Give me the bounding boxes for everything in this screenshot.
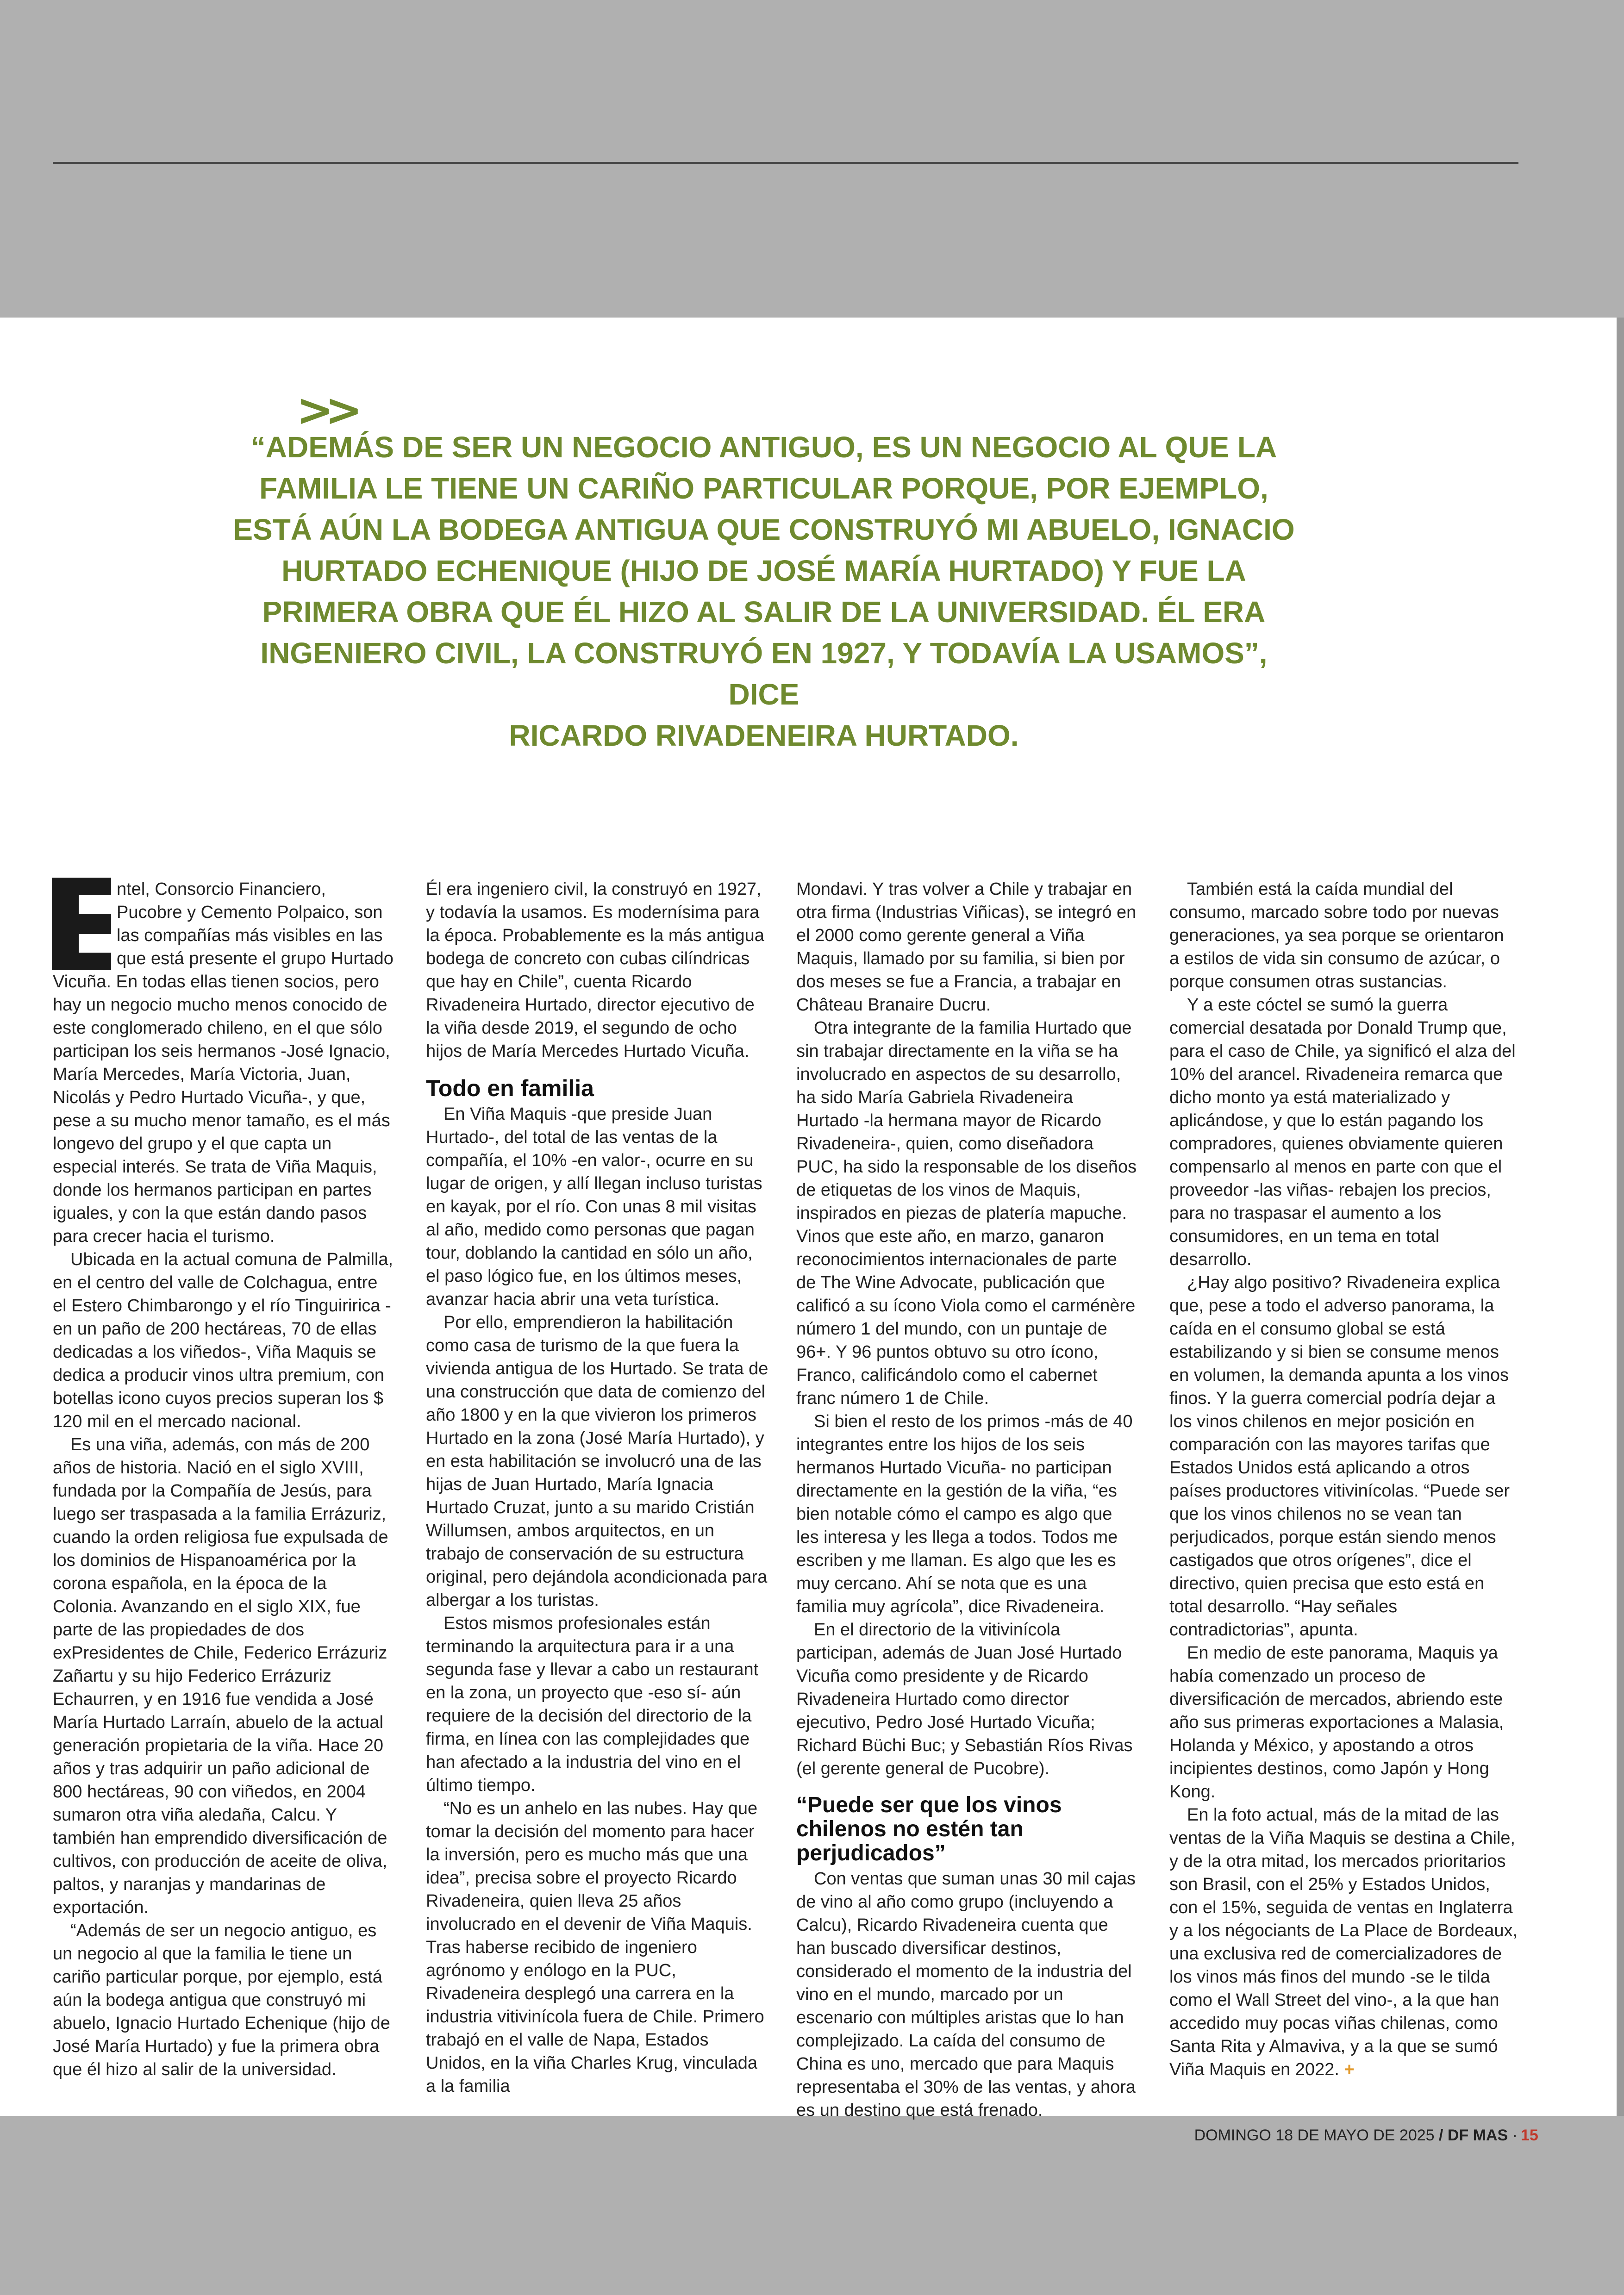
page-edge	[1617, 318, 1624, 2116]
article-paragraph: Y a este cóctel se sumó la guerra comercial desatada por Donald Trump que, para el caso de Chile, ya significó el alza del 10% del arancel. Rivadeneira remarca que dicho monto ya está materializado y aplicándose, y que lo están pagando los compradores, quienes obviamente quieren compensarlo al menos en parte con que el proveedor -las viñas- rebajen los precios, para no traspasar el aumento a los consumidores, en un tema en total desarrollo.	[1169, 995, 1516, 1269]
article-column-4	[1169, 878, 1518, 2079]
footer-publication: DF MAS	[1447, 2127, 1508, 2144]
article-paragraph: Él era ingeniero civil, la construyó en 1927, y todavía la usamos. Es modernísima para la época. Probablemente es la más antigua bodega de concreto con cubas cilíndricas que hay en Chile”, cuenta Ricardo Rivadeneira Hurtado, director ejecutivo de la viña desde 2019, el segundo de ocho hijos de María Mercedes Hurtado Vicuña.	[426, 879, 764, 1061]
article-paragraph: En la foto actual, más de la mitad de las ventas de la Viña Maquis se destina a Chile, y de la otra mitad, los mercados prioritarios son Brasil, con el 25% y Estados Unidos, con el 15%, seguida de ventas en Inglaterra y a los négociants de La Place de Bordeaux, una exclusiva red de comercializadores de los vinos más finos del mundo -se le tilda como el Wall Street del vino-, a la que han accedido muy pocas viñas chilenas, como Santa Rita y Almaviva, y a la que se sumó Viña Maquis en 2022. +	[1169, 1805, 1518, 2079]
article-paragraph: “No es un anhelo en las nubes. Hay que tomar la decisión del momento para hacer la inversión, pero es mucho más que una idea”, precisa sobre el proyecto Ricardo Rivadeneira, quien lleva 25 años involucrado en el devenir de Viña Maquis. Tras haberse recibido de ingeniero agrónomo y enólogo en la PUC, Rivadeneira desplegó una carrera en la industria vitivinícola fuera de Chile. Primero trabajó en el valle de Napa, Estados Unidos, en la viña Charles Krug, vinculada a la familia	[426, 1799, 764, 2096]
article-paragraph: Ubicada en la actual comuna de Palmilla, en el centro del valle de Colchagua, entre el Estero Chimbarongo y el río Tinguiririca -en un paño de 200 hectáreas, 70 de ellas dedicadas a los viñedos-, Viña Maquis se dedica a producir vinos ultra premium, con botellas icono cuyos precios superan los $ 120 mil en el mercado nacional.	[53, 1250, 394, 1431]
double-chevron-quote-icon: >>	[296, 384, 354, 436]
pull-quote: “ADEMÁS DE SER UN NEGOCIO ANTIGUO, ES UN NEGOCIO AL QUE LA FAMILIA LE TIENE UN CARIÑO PARTICULAR PORQUE, POR EJEMPLO, ESTÁ AÚN LA BODEGA ANTIGUA QUE CONSTRUYÓ MI ABUELO, IGNACIO HURTADO ECHENIQUE (HIJO DE JOSÉ MARÍA HURTADO) Y FUE LA PRIMERA OBRA QUE ÉL HIZO AL SALIR DE LA UNIVERSIDAD. ÉL ERA INGENIERO CIVIL, LA CONSTRUYÓ EN 1927, Y TODAVÍA LA USAMOS”, DICE RICARDO RIVADENEIRA HURTADO.	[233, 430, 1295, 752]
article-paragraph: “Además de ser un negocio antiguo, es un negocio al que la familia le tiene un cariño particular porque, por ejemplo, está aún la bodega antigua que construyó mi abuelo, Ignacio Hurtado Echenique (hijo de José María Hurtado) y fue la primera obra que él hizo al salir de la universidad.	[53, 1921, 390, 2079]
article-paragraph: Con ventas que suman unas 30 mil cajas de vino al año como grupo (incluyendo a Calcu), Ricardo Rivadeneira cuenta que han buscado diversificar destinos, considerado el momento de la industria del vino en el mundo, marcado por un escenario con múltiples aristas que lo han complejizado. La caída del consumo de China es uno, mercado que para Maquis representaba el 30% de las ventas, y ahora es un destino que está frenado.	[796, 1869, 1136, 2120]
article-paragraph: Es una viña, además, con más de 200 años de historia. Nació en el siglo XVIII, fundada por la Compañía de Jesús, para luego ser traspasada a la familia Errázuriz, cuando la orden religiosa fue expulsada de los dominios de Hispanoamérica por la corona española, en la época de la Colonia. Avanzando en el siglo XIX, fue parte de las propiedades de dos exPresidentes de Chile, Federico Errázuriz Zañartu y su hijo Federico Errázuriz Echaurren, y en 1916 fue vendida a José María Hurtado Larraín, abuelo de la actual generación propietaria de la viña. Hace 20 años y tras adquirir un paño adicional de 800 hectáreas, 90 con viñedos, en 2004 sumaron otra viña aledaña, Calcu. Y también han emprendido diversificación de cultivos, con producción de aceite de oliva, paltos, y naranjas y mandarinas de exportación.	[53, 1435, 388, 1917]
footer-date: DOMINGO 18 DE MAYO DE 2025	[1194, 2127, 1435, 2144]
article-paragraph: En medio de este panorama, Maquis ya había comenzado un proceso de diversificación de mercados, abriendo este año sus primeras exportaciones a Malasia, Holanda y México, y apostando a otros incipientes destinos, como Japón y Hong Kong.	[1169, 1643, 1504, 1802]
article-paragraph: Estos mismos profesionales están terminando la arquitectura para ir a una segunda fase y llevar a cabo un restaurant en la zona, un proyecto que -eso sí- aún requiere de la decisión del directorio de la firma, en línea con las complejidades que han afectado a la industria del vino en el último tiempo.	[426, 1614, 759, 1795]
article-paragraph: ¿Hay algo positivo? Rivadeneira explica que, pese a todo el adverso panorama, la caída en el consumo global se está estabilizando y si bien se consume menos en volumen, la demanda apunta a los vinos finos. Y la guerra comercial podría dejar a los vinos chilenos en mejor posición en comparación con las mayores tarifas que Estados Unidos está aplicando a otros países productores vitivinícolas. “Puede ser que los vinos chilenos no se vean tan perjudicados, porque están siendo menos castigados que otros orígenes”, dice el directivo, quien precisa que esto está en total desarrollo. “Hay señales contradictorias”, apunta.	[1169, 1273, 1510, 1640]
end-mark-icon: +	[1344, 2060, 1355, 2079]
article-body	[53, 878, 1518, 2120]
article-paragraph: En Viña Maquis -que preside Juan Hurtado-, del total de las ventas de la compañía, el 10% -en valor-, ocurre en su lugar de origen, y allí llegan incluso turistas en kayak, por el río. Con unas 8 mil visitas al año, medido como personas que pagan tour, doblando la cantidad en sólo un año, el paso lógico fue, en los últimos meses, avanzar hacia abrir una veta turística.	[426, 1104, 762, 1309]
section-heading: Todo en familia	[426, 1075, 594, 1101]
article-column-2	[426, 878, 768, 2096]
article-column-1	[53, 878, 395, 2079]
article-paragraph: Otra integrante de la familia Hurtado que sin trabajar directamente en la viña se ha involucrado en aspectos de su desarrollo, ha sido María Gabriela Rivadeneira Hurtado -la hermana mayor de Ricardo Rivadeneira-, quien, como diseñadora PUC, ha sido la responsable de los diseños de etiquetas de los vinos de Maquis, inspirados en piezas de platería mapuche. Vinos que este año, en marzo, ganaron reconocimientos internacionales de parte de The Wine Advocate, publicación que calificó a su ícono Viola como el carménère número 1 del mundo, con un puntaje de 96+. Y 96 puntos obtuvo su otro ícono, Franco, calificándolo como el cabernet franc número 1 de Chile.	[796, 1018, 1137, 1408]
article-paragraph: Si bien el resto de los primos -más de 40 integrantes entre los hijos de los seis hermanos Hurtado Vicuña- no participan directamente en la gestión de la viña, “es bien notable cómo el campo es algo que les interesa y les llega a todos. Todos me escriben y me llaman. Es algo que les es muy cercano. Ahí se nota que es una familia muy agrícola”, dice Rivadeneira.	[796, 1412, 1133, 1616]
article-paragraph: También está la caída mundial del consumo, marcado sobre todo por nuevas generaciones, ya sea porque se orientaron a estilos de vida sin consumo de azúcar, o porque consumen otras sustancias.	[1169, 879, 1504, 992]
article-paragraph: En el directorio de la vitivinícola participan, además de Juan José Hurtado Vicuña como presidente y de Ricardo Rivadeneira Hurtado como director ejecutivo, Pedro José Hurtado Vicuña; Richard Büchi Buc; y Sebastián Ríos Rivas (el gerente general de Pucobre).	[796, 1620, 1133, 1778]
article-column-3	[796, 878, 1139, 2120]
article-paragraph: ntel, Consorcio Financiero, Pucobre y Cemento Polpaico, son las compañías más visibles en las que está presente el grupo Hurtado Vicuña. En todas ellas tienen socios, pero hay un negocio mucho menos conocido de este conglomerado chileno, en el que sólo participan los seis hermanos -José Ignacio, María Mercedes, María Victoria, Juan, Nicolás y Pedro Hurtado Vicuña-, y que, pese a su mucho menor tamaño, es el más longevo del grupo y el que capta un especial interés. Se trata de Viña Maquis, donde los hermanos participan en partes iguales, y con la que están dando pasos para crecer hacia el turismo.	[53, 878, 395, 1248]
magazine-page	[0, 318, 1617, 2120]
footer-folio: DOMINGO 18 DE MAYO DE 2025 / DF MAS ·	[1194, 2127, 1518, 2144]
article-paragraph: Mondavi. Y tras volver a Chile y trabajar en otra firma (Industrias Viñicas), se integró en el 2000 como gerente general a Viña Maquis, llamado por su familia, si bien por dos meses se fue a Francia, a trabajar en Château Branaire Ducru.	[796, 879, 1137, 1015]
section-heading: “Puede ser que los vinos chilenos no estén tan perjudicados”	[796, 1793, 1062, 1865]
top-rule	[53, 162, 1518, 164]
page-footer	[0, 2125, 1624, 2152]
article-paragraph: Por ello, emprendieron la habilitación como casa de turismo de la que fuera la vivienda antigua de los Hurtado. Se trata de una construcción que data de comienzo del año 1800 y en la que vivieron los primeros Hurtado en la zona (José María Hurtado), y en esta habilitación se involucró una de las hijas de Juan Hurtado, María Ignacia Hurtado Cruzat, junto a su marido Cristián Willumsen, ambos arquitectos, en un trabajo de conservación de su estructura original, pero dejándola acondicionada para albergar a los turistas.	[426, 1313, 768, 1610]
dropcap	[52, 878, 111, 970]
page-number: 15	[1521, 2127, 1538, 2144]
